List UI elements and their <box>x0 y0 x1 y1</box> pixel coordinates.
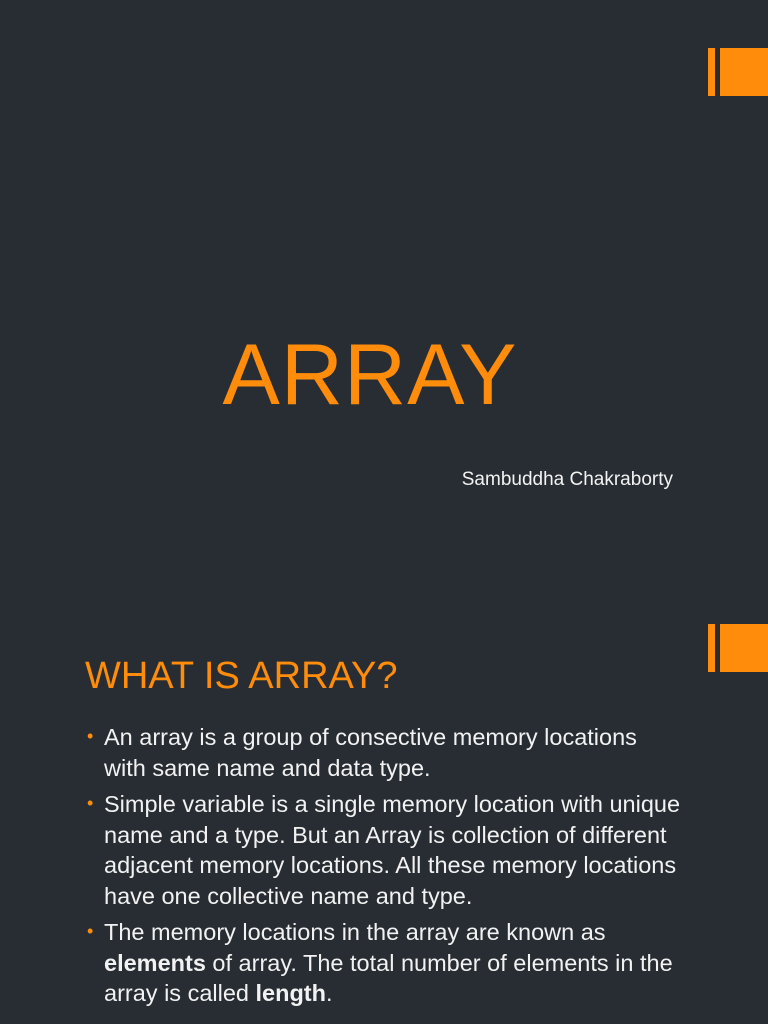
accent-bars <box>708 48 768 96</box>
slide-title: ARRAY <box>222 327 518 423</box>
bullet-item <box>85 917 685 1009</box>
bullet-text: An array is a group of consective memory locations with same name and data type. <box>104 724 637 781</box>
bullet-item <box>85 722 685 783</box>
bold-term-elements: elements <box>104 949 206 976</box>
accent-bar-thick <box>720 624 768 672</box>
bullet-list <box>85 722 685 1015</box>
content-slide <box>0 576 768 1024</box>
bullet-text: Simple variable is a single memory location with unique name and a type. But an Array is collection of different adjacent memory locations. All these memory locations have one collective name and type. <box>104 791 681 909</box>
bullet-text-part: of array. The total number of elements in the array is called <box>104 949 673 1006</box>
section-title: WHAT IS ARRAY? <box>85 655 398 697</box>
bold-term-length: length <box>255 980 326 1006</box>
bullet-text-part: The memory locations in the array are known as <box>104 919 606 945</box>
accent-bar-thin <box>708 48 715 96</box>
bullet-icon: • <box>87 793 94 813</box>
bullet-icon: • <box>87 726 94 746</box>
bullet-icon: • <box>87 921 94 941</box>
accent-bar-thin <box>708 624 715 672</box>
bullet-text-part: . <box>326 980 333 1006</box>
bullet-item <box>85 789 685 911</box>
author-name: Sambuddha Chakraborty <box>461 469 673 490</box>
accent-bar-thick <box>720 48 768 96</box>
accent-bars <box>708 624 768 672</box>
